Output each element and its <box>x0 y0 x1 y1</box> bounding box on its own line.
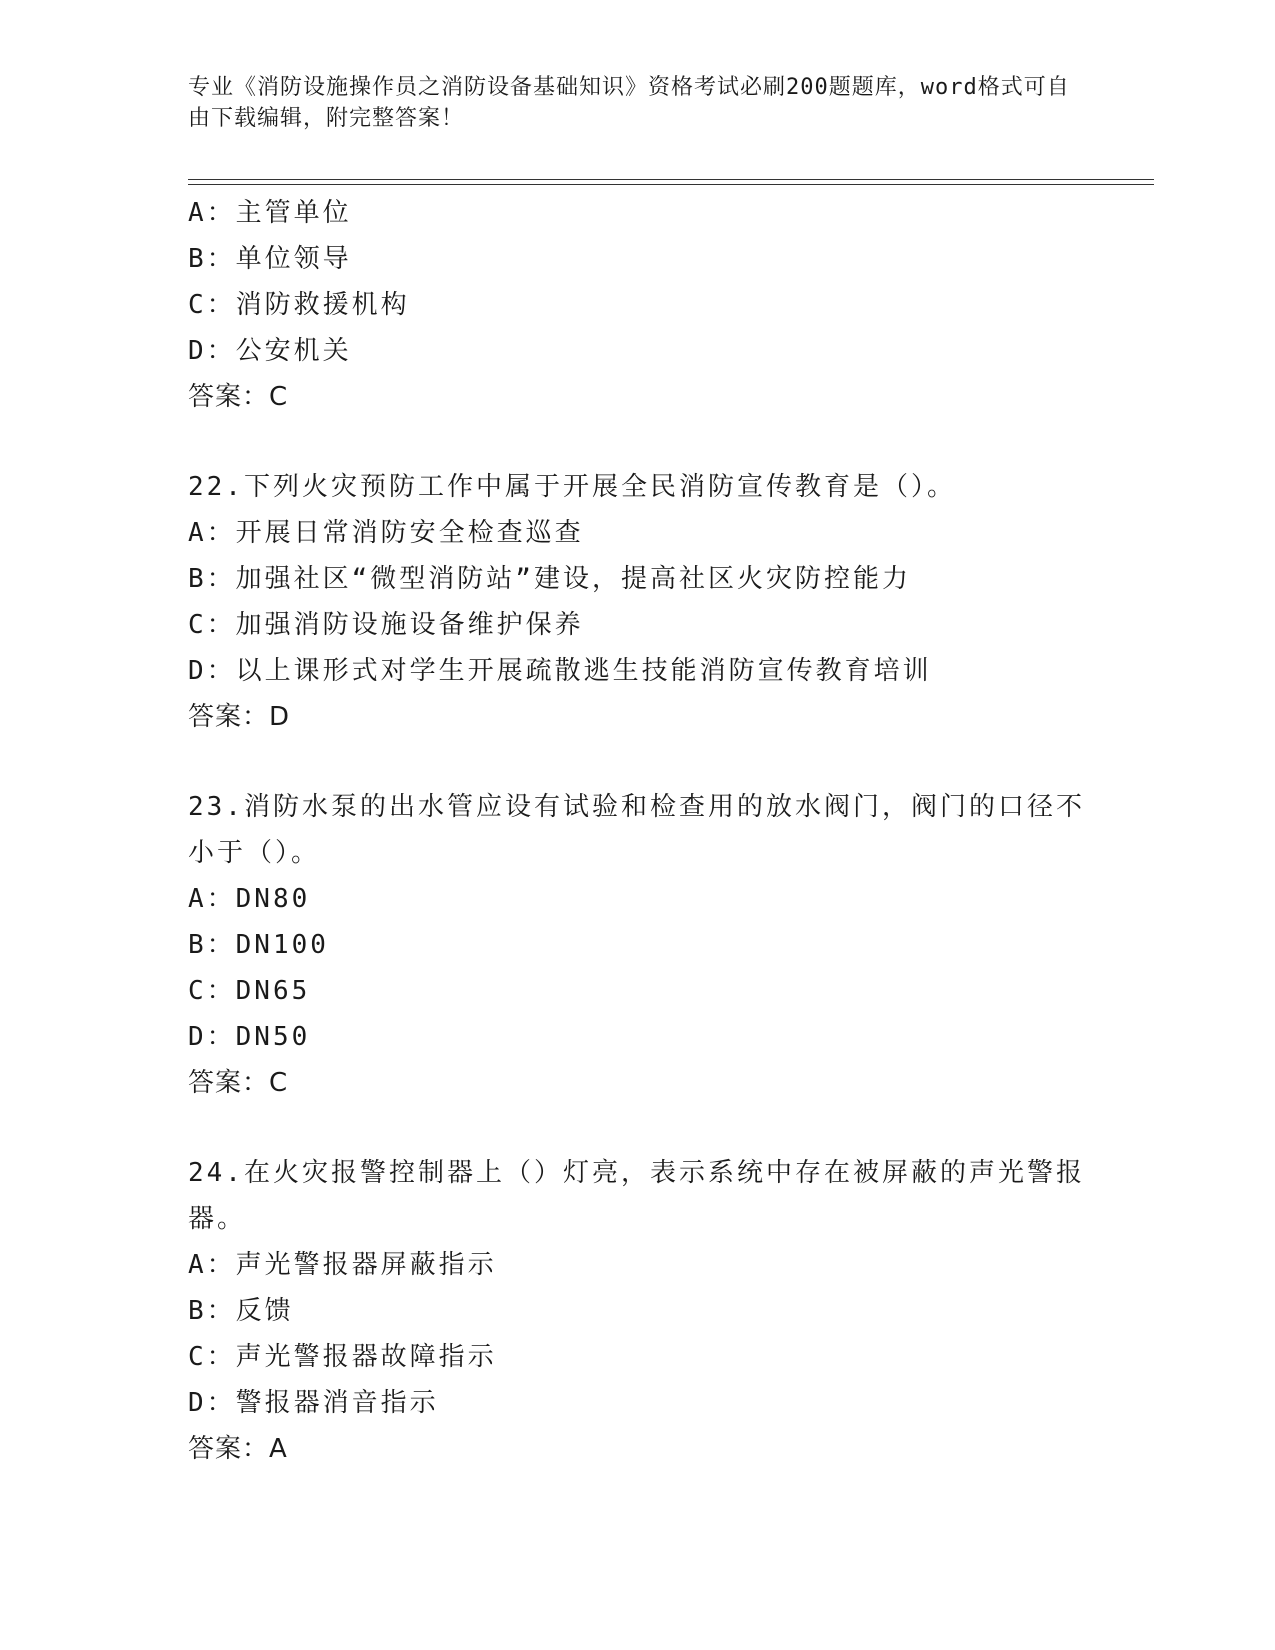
option-c: C：DN65 <box>188 976 311 1006</box>
answer-line: 答案：D <box>188 702 291 732</box>
option-b: B：DN100 <box>188 930 329 960</box>
option-d: D：公安机关 <box>188 336 352 366</box>
option-c: C：声光警报器故障指示 <box>188 1342 497 1372</box>
question-stem: 24.在火灾报警控制器上（）灯亮，表示系统中存在被屏蔽的声光警报器。 <box>188 1158 1085 1234</box>
question-23 <box>188 784 1088 1106</box>
header-divider-top <box>188 179 1154 180</box>
question-list <box>188 190 1088 1472</box>
option-a: A：DN80 <box>188 884 311 914</box>
question-21 <box>188 190 1088 420</box>
question-stem: 23.消防水泵的出水管应设有试验和检查用的放水阀门，阀门的口径不小于（）。 <box>188 792 1085 868</box>
answer-line: 答案：A <box>188 1434 288 1464</box>
document-header: 专业《消防设施操作员之消防设备基础知识》资格考试必刷200题题库，word格式可自由下载编辑，附完整答案！ <box>188 75 1070 131</box>
option-c: C：消防救援机构 <box>188 290 410 320</box>
option-b: B：反馈 <box>188 1296 294 1326</box>
option-d: D：以上课形式对学生开展疏散逃生技能消防宣传教育培训 <box>188 656 932 686</box>
option-d: D：DN50 <box>188 1022 311 1052</box>
option-b: B：单位领导 <box>188 244 352 274</box>
option-b: B：加强社区“微型消防站”建设，提高社区火灾防控能力 <box>188 564 911 594</box>
option-a: A：声光警报器屏蔽指示 <box>188 1250 497 1280</box>
option-a: A：主管单位 <box>188 198 352 228</box>
option-a: A：开展日常消防安全检查巡查 <box>188 518 584 548</box>
answer-line: 答案：C <box>188 1068 289 1098</box>
option-c: C：加强消防设施设备维护保养 <box>188 610 584 640</box>
question-22 <box>188 464 1088 740</box>
option-d: D：警报器消音指示 <box>188 1388 439 1418</box>
question-24 <box>188 1150 1088 1472</box>
question-stem: 22.下列火灾预防工作中属于开展全民消防宣传教育是（）。 <box>188 472 956 502</box>
header-divider-bottom <box>188 184 1154 185</box>
answer-line: 答案：C <box>188 382 289 412</box>
